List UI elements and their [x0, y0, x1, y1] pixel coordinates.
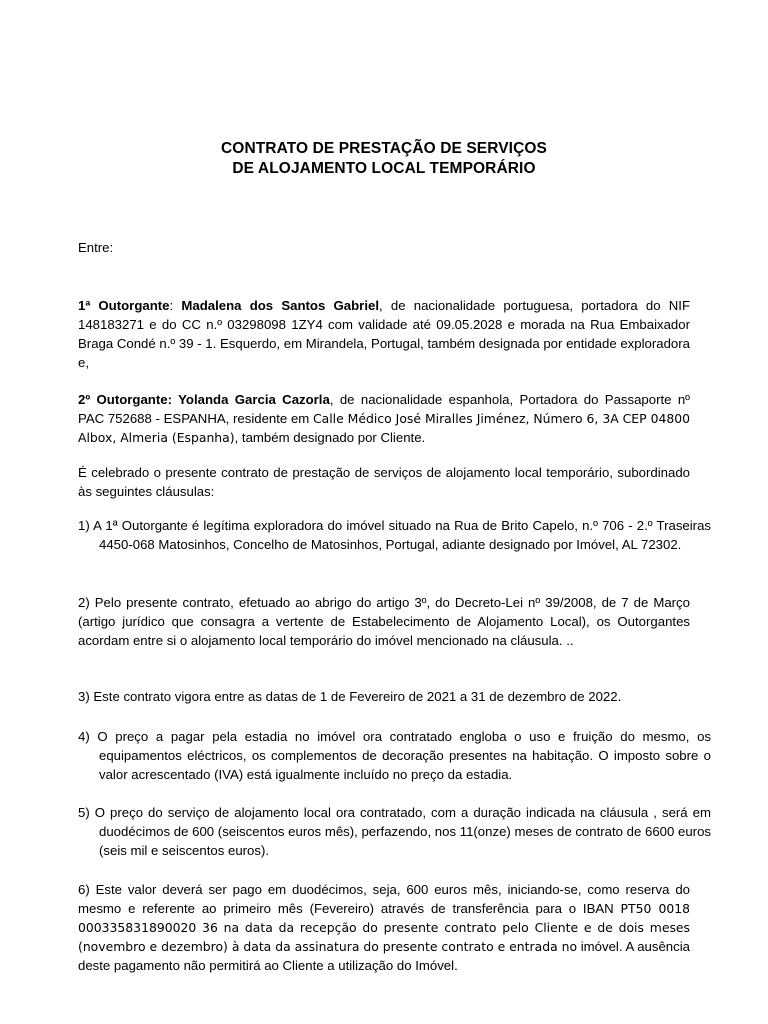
party-2-address: Calle Médico José Miralles Jiménez, Número 6, 3A CEP 04800 Albox, Almeria (Espanha) — [78, 411, 690, 445]
party-1-name: Madalena dos Santos Gabriel — [181, 298, 379, 313]
document-title-line-2: DE ALOJAMENTO LOCAL TEMPORÁRIO — [232, 160, 536, 177]
party-1-paragraph — [78, 296, 690, 372]
clause-4: 4) O preço a pagar pela estadia no imóvel ora contratado engloba o uso e fruição do mesmo, os equipamentos eléctricos, os complementos de decoração presentes na habitação. O imposto sobre o valor acrescentado (IVA) está igualmente incluído no preço da estadia. — [78, 729, 711, 782]
clause-6-text-a: 6) Este valor deverá ser pago em duodécimos, seja, 600 euros mês, iniciando-se, como reserva do mesmo e referente ao primeiro mês (Fevereiro) através de transferência para o IBAN — [78, 882, 690, 916]
clause-2: 2) Pelo presente contrato, efetuado ao abrigo do artigo 3º, do Decreto-Lei nº 39/2008, de 7 de Março (artigo jurídico que consagra a vertente de Estabelecimento de Alojamento Local), os Outorgantes acordam entre si o alojamento local temporário do imóvel mencionado na cláusula. .. — [78, 595, 690, 648]
party-2-details-b: , também designado por Cliente. — [234, 430, 426, 445]
intro-paragraph: É celebrado o presente contrato de prestação de serviços de alojamento local temporário, subordinado às seguintes cláusulas: — [78, 465, 690, 499]
clause-6-iban: PT50 0018 000335831890020 36 na data da recepção do presente contrato pelo Cliente e de dois meses (novembro e dezembro) à data da assinatura do presente contrato e entrada no — [78, 901, 690, 954]
clause-3: 3) Este contrato vigora entre as datas de 1 de Fevereiro de 2021 a 31 de dezembro de 2022. — [78, 689, 622, 704]
party-2-details-a: , de nacionalidade espanhola, Portadora do Passaporte nº PAC 752688 - ESPANHA, residente em — [78, 392, 690, 426]
document-title-line-1: CONTRATO DE PRESTAÇÃO DE SERVIÇOS — [221, 140, 547, 157]
party-1-colon: : — [169, 298, 182, 313]
clause-6-text-b: imóvel. A ausência deste pagamento não permitirá ao Cliente a utilização do Imóvel. — [78, 939, 690, 973]
clause-5: 5) O preço do serviço de alojamento local ora contratado, com a duração indicada na cláusula , será em duodécimos de 600 (seiscentos euros mês), perfazendo, nos 11(onze) meses de contrato de 6600 euros (seis mil e seiscentos euros). — [78, 805, 711, 858]
entre-label: Entre: — [78, 240, 114, 255]
party-1-label: 1ª Outorgante — [78, 298, 170, 313]
clause-6 — [78, 880, 690, 975]
party-2-label: 2º Outorgante: — [78, 392, 172, 407]
party-1-details: , de nacionalidade portuguesa, portadora do NIF 148183271 e do CC n.º 03298098 1ZY4 com validade até 09.05.2028 e morada na Rua Embaixador Braga Condé n.º 39 - 1. Esquerdo, em Mirandela, Portugal, também designada por entidade exploradora e, — [78, 298, 690, 370]
clause-1: 1) A 1ª Outorgante é legítima exploradora do imóvel situado na Rua de Brito Capelo, n.º 706 - 2.º Traseiras 4450-068 Matosinhos, Concelho de Matosinhos, Portugal, adiante designado por Imóvel, AL 72302. — [78, 518, 711, 552]
party-2-paragraph — [78, 390, 690, 447]
party-2-name: Yolanda Garcia Cazorla — [171, 392, 330, 407]
